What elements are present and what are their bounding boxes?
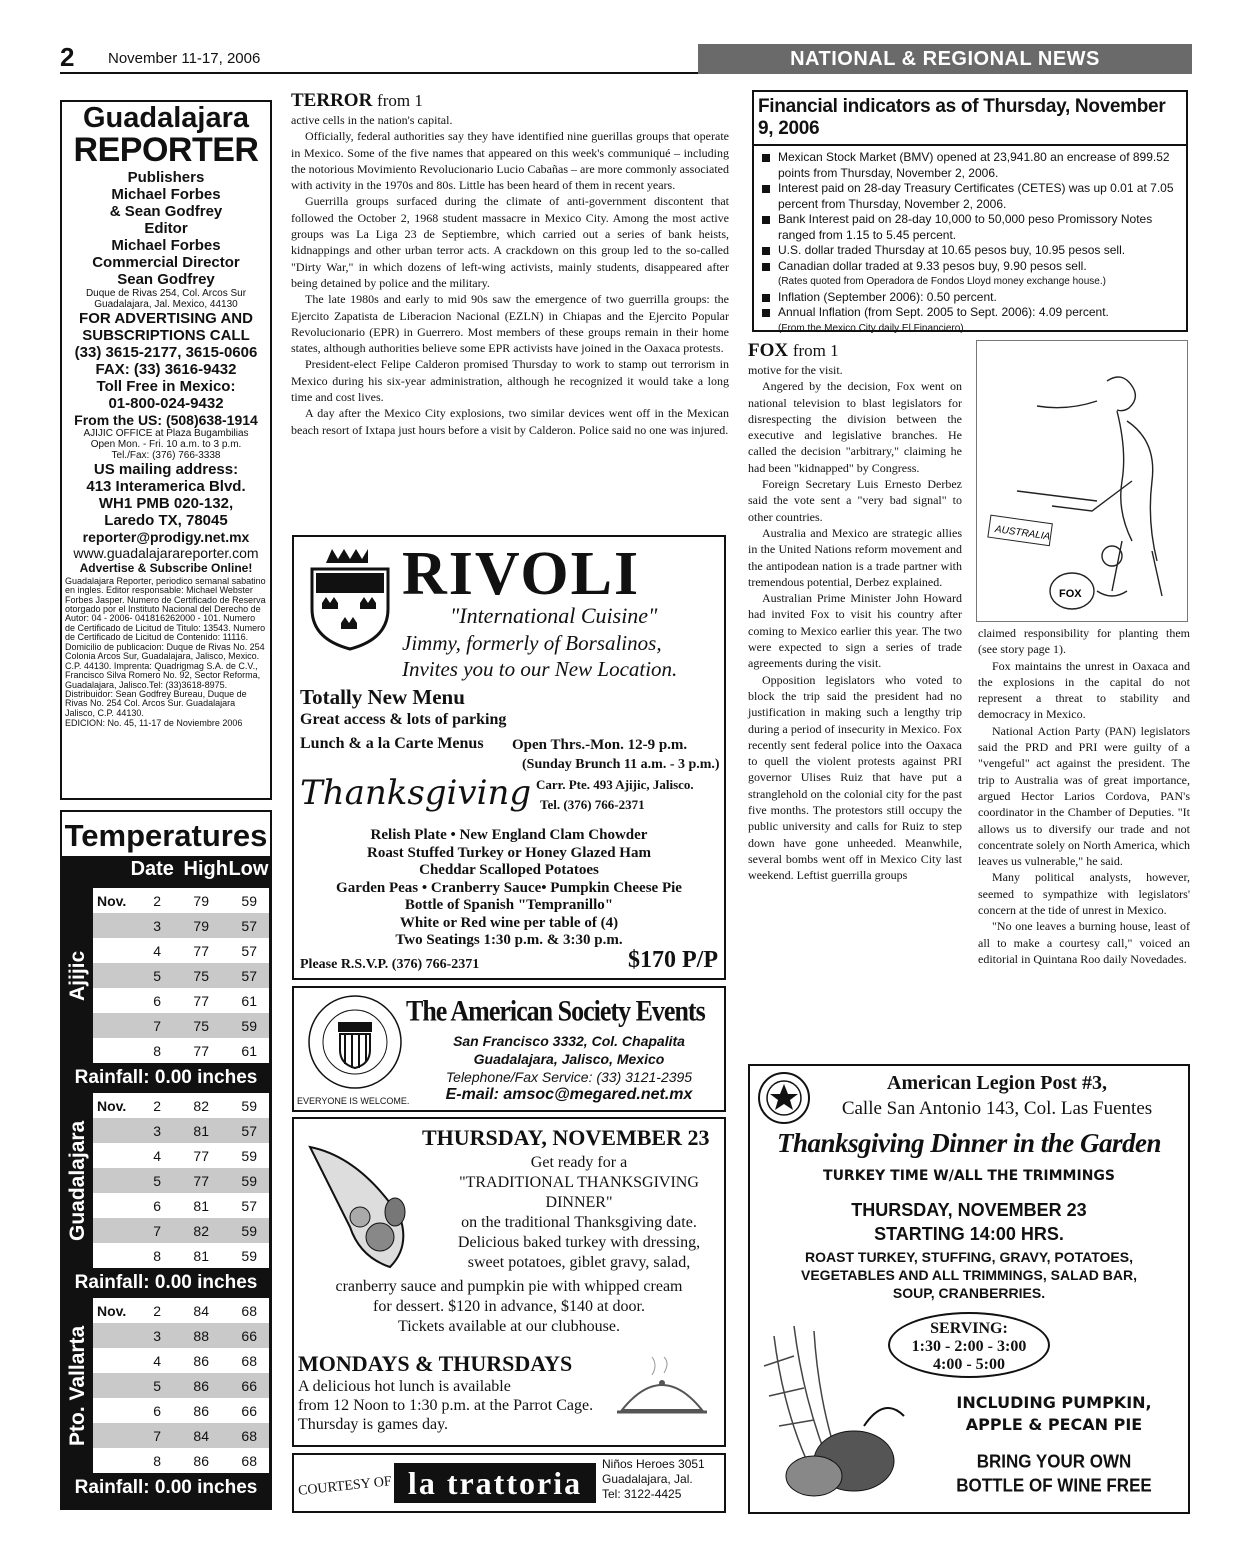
temperature-row	[93, 1448, 269, 1473]
thanksgiving-dinner-ad	[292, 1117, 726, 1447]
legion-time: STARTING 14:00 HRS.	[874, 1224, 1064, 1244]
temperature-row	[93, 1168, 269, 1193]
financial-item: Bank Interest paid on 28-day 10,000 to 50,000 peso Promissory Notes ranged from 1.15 to 5.45 percent.	[760, 212, 1180, 243]
high-cell: 86	[193, 1452, 209, 1469]
tg-line: sweet potatoes, giblet gravy, salad,	[467, 1254, 691, 1271]
story-paragraph: motive for the visit.	[748, 363, 843, 377]
temperature-row	[93, 988, 269, 1013]
date-cell: 3	[153, 1122, 161, 1139]
society-details	[414, 1032, 724, 1104]
low-cell: 59	[241, 1147, 257, 1164]
rivoli-lunch: Lunch & a la Carte Menus	[300, 735, 484, 752]
story-paragraph: National Action Party (PAN) legislators said the PRD and PRI were guilty of a "vengeful" act against the president. The trip to Australia was of great importance, argued Hector Larios Cordova, PAN's coordinator in the Chamber of Deputies. "It allows us to diversify our trade and not concentrate solely on North America, which leaves us vulnerable," he said.	[978, 723, 1190, 869]
society-address: San Francisco 3332, Col. Chapalita	[453, 1033, 685, 1049]
tg-line: on the traditional Thanksgiving date.	[461, 1214, 697, 1231]
story-paragraph: Opposition legislators who voted to block the trip said the president had no justification in making such a lengthy trip during a period of insecurity in Mexico. Fox recently sent federal police into the Oaxaca to quell the violent protests against PRI governor Ulises Ruiz that have put a stranglehold on the colonial city for the past five months. The protestors still occupy the public university and calls for Ruiz to step down have gone unheeded. Meanwhile, several bombs went off in Mexico City last weekend. Leftist guerrilla groups	[748, 672, 962, 883]
menu-line: Garden Peas • Cranberry Sauce• Pumpkin Cheese Pie	[336, 879, 682, 896]
temperature-row	[93, 1193, 269, 1218]
high-cell: 88	[193, 1327, 209, 1344]
low-cell: 61	[241, 1042, 257, 1059]
american-legion-ad	[748, 1064, 1190, 1514]
address-line: Guadalajara, Jal. Mexico, 44130	[94, 298, 238, 310]
temperature-row	[93, 1013, 269, 1038]
rivoli-menu-list	[294, 827, 724, 950]
serving-label: SERVING:	[930, 1320, 1008, 1337]
temperature-row	[93, 1218, 269, 1243]
rivoli-brunch: (Sunday Brunch 11 a.m. - 3 p.m.)	[522, 757, 720, 772]
page-number: 2	[60, 42, 75, 72]
rivoli-line1: Jimmy, formerly of Borsalinos,	[402, 631, 662, 655]
date-cell: 8	[153, 1247, 161, 1264]
low-cell: 57	[241, 1197, 257, 1214]
mailing-line: WH1 PMB 020-132,	[98, 494, 234, 512]
low-cell: 59	[241, 1247, 257, 1264]
rivoli-access: Great access & lots of parking	[300, 711, 507, 728]
low-cell: 59	[241, 1222, 257, 1239]
mailing-label: US mailing address:	[93, 460, 239, 478]
low-cell: 66	[241, 1327, 257, 1344]
low-cell: 68	[241, 1427, 257, 1444]
cartoon-drawing	[977, 341, 1187, 621]
date-cell: 5	[153, 1172, 161, 1189]
high-cell: 75	[193, 1017, 209, 1034]
menu-line: Bottle of Spanish "Tempranillo"	[404, 897, 614, 913]
story-paragraph: Officially, federal authorities say they have identified nine guerillas groups that operate in Mexico. Some of the five names that appeared on this week's communiqué – including the notorious Movimiento Revolucionario Lucio Cabañas – are more commonly associated with activity in the 1970s and 80s. Little has been heard of them in recent years.	[291, 129, 729, 193]
date-cell: 8	[153, 1452, 161, 1469]
tollfree-number: 01-800-024-9432	[108, 394, 224, 412]
menu-line: Relish Plate • New England Clam Chowder	[370, 827, 648, 843]
city-table	[63, 1298, 269, 1473]
month-cell: Nov.	[97, 892, 127, 909]
legion-pie-line: INCLUDING PUMPKIN,	[956, 1393, 1152, 1412]
date-cell: 7	[153, 1427, 161, 1444]
month-cell: Nov.	[97, 1097, 127, 1114]
terror-story	[291, 90, 729, 438]
header-rule	[60, 72, 698, 74]
low-cell: 57	[241, 917, 257, 934]
date-cell: 4	[153, 942, 161, 959]
society-welcome: EVERYONE IS WELCOME.	[297, 1096, 410, 1106]
tg-line: A delicious hot lunch is available	[298, 1378, 511, 1395]
fox-headline: FOX from 1	[748, 340, 839, 361]
legion-byo	[920, 1450, 1188, 1498]
political-cartoon	[976, 340, 1188, 622]
temperature-row	[93, 913, 269, 938]
masthead-title-2: REPORTER	[73, 131, 259, 169]
tg-line: Get ready for a	[530, 1154, 628, 1171]
low-cell: 59	[241, 1097, 257, 1114]
city-name: Pto. Vallarta	[63, 1298, 93, 1473]
low-cell: 59	[241, 892, 257, 909]
financial-list	[754, 146, 1186, 340]
financial-item: Annual Inflation (from Sept. 2005 to Sept. 2006): 4.09 percent.	[760, 305, 1180, 321]
date-cell: 6	[153, 992, 161, 1009]
date-cell: 2	[153, 1302, 161, 1319]
temperature-row	[93, 1118, 269, 1143]
high-cell: 77	[193, 1172, 209, 1189]
high-cell: 86	[193, 1352, 209, 1369]
rainfall-label: Rainfall: 0.00 inches	[74, 1477, 258, 1498]
financial-item: Interest paid on 28-day Treasury Certificates (CETES) was up 0.01 at 7.05 percent from Thursday, November 2, 2006.	[760, 181, 1180, 212]
cartoon-flag-label: AUSTRALIA	[994, 523, 1051, 543]
rivoli-tagline: "International Cuisine"	[450, 603, 658, 628]
masthead-box	[60, 100, 272, 800]
staff-line: Publishers	[127, 168, 205, 186]
date-cell: 6	[153, 1197, 161, 1214]
trattoria-courtesy: COURTESY OF	[297, 1474, 393, 1499]
financial-item: Inflation (September 2006): 0.50 percent.	[760, 290, 1180, 306]
temperatures-title: Temperatures	[60, 810, 272, 858]
society-email[interactable]: E-mail: amsoc@megared.net.mx	[445, 1086, 693, 1103]
date-cell: 3	[153, 1327, 161, 1344]
trattoria-line: Tel: 3122-4425	[602, 1487, 682, 1501]
tg-line: Delicious baked turkey with dressing,	[457, 1234, 701, 1251]
rivoli-phone: Tel. (376) 766-2371	[540, 797, 645, 812]
legion-address: Calle San Antonio 143, Col. Las Fuentes	[841, 1098, 1153, 1119]
mailing-line: Laredo TX, 78045	[104, 511, 228, 529]
crest-icon	[302, 543, 398, 653]
serving-times: 1:30 - 2:00 - 3:00	[911, 1338, 1027, 1355]
story-paragraph: A day after the Mexico City explosions, two similar devices went off in the Mexican beach resort of Ixtapa just hours before a visit by Calderon. Police said no one was injured.	[291, 406, 729, 437]
rivoli-address: Carr. Pte. 493 Ajijic, Jalisco.	[536, 777, 694, 792]
menu-line: Cheddar Scalloped Potatoes	[419, 862, 599, 878]
col-date: Date	[130, 858, 174, 880]
story-paragraph: Angered by the decision, Fox went on national television to blast legislators for disrespecting the division between the executive and legislative branches. He called the decision "arbitrary," claiming he had been "kidnapped" by Congress.	[748, 379, 962, 475]
rivoli-price: $170 P/P	[628, 947, 718, 973]
story-paragraph: Guerrilla groups surfaced during the climate of anti-government discontent that followed the October 2, 1968 student massacre in Mexico City. Among the most active groups was La Liga 23 de Septiembre, which carried out a series of bank heists, kidnappings and other urban terror acts. A crackdown on this group led to the so-called "Dirty War," in which dozens of left-wing activists, mainly students, disappeared after being detained by police and the military.	[291, 194, 729, 290]
high-cell: 81	[193, 1122, 209, 1139]
col-high: High	[183, 858, 228, 880]
date-cell: 6	[153, 1402, 161, 1419]
cartoon-bag-label: FOX	[1059, 588, 1082, 600]
date-cell: 5	[153, 1377, 161, 1394]
temperature-row	[93, 888, 269, 913]
story-paragraph: claimed responsibility for planting them (see story page 1).	[978, 626, 1190, 657]
high-cell: 84	[193, 1427, 209, 1444]
financial-note: (From the Mexico City daily El Financiero)	[778, 322, 964, 334]
ajijic-office: AJIJIC OFFICE at Plaza Bugambilias	[83, 427, 249, 439]
financial-note: (Rates quoted from Operadora de Fondos Lloyd money exchange house.)	[778, 276, 1106, 287]
us-phone: From the US: (508)638-1914	[74, 411, 258, 428]
society-title: The American Society Events	[406, 994, 705, 1028]
staff-line: & Sean Godfrey	[109, 202, 223, 220]
temperature-row	[93, 963, 269, 988]
financial-item: Mexican Stock Market (BMV) opened at 23,941.80 an encrease of 899.52 points from Thursday, November 2, 2006.	[760, 150, 1180, 181]
story-paragraph: "No one leaves a burning house, least of all to make a courtesy call," voiced an editorial in Quintana Roo daily Novedades.	[978, 919, 1190, 966]
legion-menu-line: VEGETABLES AND ALL TRIMMINGS, SALAD BAR,	[801, 1267, 1137, 1283]
society-phone: Telephone/Fax Service: (33) 3121-2395	[445, 1069, 693, 1085]
trattoria-line: Guadalajara, Jal.	[602, 1472, 693, 1486]
phone-line: (33) 3615-2177, 3615-0606	[74, 343, 258, 361]
temperatures-box	[60, 810, 272, 1510]
temperature-row	[93, 1243, 269, 1268]
section-banner: NATIONAL & REGIONAL NEWS	[698, 44, 1192, 74]
issue-date: November 11-17, 2006	[108, 50, 261, 67]
trattoria-address	[602, 1457, 705, 1502]
mailing-line: 413 Interamerica Blvd.	[86, 477, 246, 495]
financial-item: Canadian dollar traded at 9.33 pesos buy, 9.90 pesos sell.	[760, 259, 1180, 275]
financial-indicators-box	[752, 90, 1188, 332]
tg-date: THURSDAY, NOVEMBER 23	[422, 1125, 710, 1150]
temperature-row	[93, 1348, 269, 1373]
legion-title: American Legion Post #3,	[887, 1072, 1107, 1094]
temperature-row	[93, 1373, 269, 1398]
legion-byo-line: BOTTLE OF WINE FREE	[956, 1475, 1152, 1496]
rivoli-thanksgiving: Thanksgiving	[300, 773, 532, 813]
high-cell: 79	[193, 917, 209, 934]
story-paragraph: President-elect Felipe Calderon promised Thursday to work to stamp out terrorism in Mexico during his six-year administration, although he recognized it would take a long time and cost lives.	[291, 357, 729, 405]
low-cell: 59	[241, 1017, 257, 1034]
story-paragraph: Many political analysts, however, seemed to sympathize with legislators' concern at the tide of unrest in Mexico.	[978, 870, 1190, 918]
low-cell: 66	[241, 1402, 257, 1419]
temperature-row	[93, 1143, 269, 1168]
high-cell: 77	[193, 1042, 209, 1059]
staff-line: Michael Forbes	[111, 185, 221, 203]
tg-line: Thursday is games day.	[298, 1416, 449, 1433]
fax-line: FAX: (33) 3616-9432	[95, 360, 237, 378]
low-cell: 61	[241, 992, 257, 1009]
fox-story-col1	[748, 340, 962, 884]
city-name: Ajijic	[63, 888, 93, 1063]
date-cell: 4	[153, 1147, 161, 1164]
tollfree-label: Toll Free in Mexico:	[96, 377, 236, 395]
high-cell: 86	[193, 1377, 209, 1394]
city-tables	[63, 888, 269, 1503]
tg-mondays-text	[298, 1377, 593, 1434]
society-city: Guadalajara, Jalisco, Mexico	[473, 1051, 665, 1067]
rainfall-label: Rainfall: 0.00 inches	[74, 1067, 258, 1088]
legion-subtitle: TURKEY TIME W/ALL THE TRIMMINGS	[823, 1168, 1115, 1184]
masthead-title-1: Guadalajara	[82, 102, 250, 134]
date-cell: 2	[153, 1097, 161, 1114]
date-cell: 4	[153, 1352, 161, 1369]
month-cell: Nov.	[97, 1302, 127, 1319]
financial-item: U.S. dollar traded Thursday at 10.65 pesos buy, 10.95 pesos sell.	[760, 243, 1180, 259]
story-paragraph: The late 1980s and early to mid 90s saw the emergence of two guerrilla groups: the Ejercito Zapatista de Liberacion Nacional (EZLN) in Chiapas and the Ejercito Popular Revolucionario (EPR) in Guerrero. Most members of these groups remain in their home states, although authorities believe some EPR activists have joined in the Oaxaca protests.	[291, 292, 729, 356]
temperatures-header	[63, 858, 269, 888]
date-cell: 5	[153, 967, 161, 984]
american-society-ad	[292, 986, 726, 1112]
story-paragraph: Australia and Mexico are strategic allies in the United Nations reform movement and the antipodean nation is a trade partner with tremendous potential, Derbez explained.	[748, 525, 962, 589]
low-cell: 68	[241, 1352, 257, 1369]
tg-line: DINNER"	[545, 1194, 613, 1211]
trattoria-line: Niños Heroes 3051	[602, 1457, 705, 1471]
cornucopia-icon	[300, 1127, 420, 1277]
low-cell: 57	[241, 942, 257, 959]
temperature-row	[93, 1093, 269, 1118]
high-cell: 82	[193, 1097, 209, 1114]
tg-intro	[434, 1153, 724, 1273]
tg-line: "TRADITIONAL THANKSGIVING	[459, 1174, 699, 1191]
high-cell: 77	[193, 992, 209, 1009]
tg-line: from 12 Noon to 1:30 p.m. at the Parrot Cage.	[298, 1397, 594, 1414]
financial-title: Financial indicators as of Thursday, November 9, 2006	[752, 92, 1188, 146]
staff-line: Commercial Director	[92, 253, 240, 271]
staff-line: Michael Forbes	[111, 236, 221, 254]
high-cell: 81	[193, 1197, 209, 1214]
low-cell: 66	[241, 1377, 257, 1394]
address-line: Duque de Rivas 254, Col. Arcos Sur	[85, 287, 247, 299]
story-paragraph: Fox maintains the unrest in Oaxaca and the explosions in the capital do not represent a threat to stability and democracy in Mexico.	[978, 658, 1190, 722]
rivoli-menu: Totally New Menu	[300, 685, 465, 709]
temperature-rows	[93, 888, 269, 1063]
low-cell: 57	[241, 1122, 257, 1139]
city-table	[63, 1093, 269, 1268]
trattoria-logo: la trattoria	[394, 1463, 596, 1503]
rivoli-ad	[292, 535, 726, 980]
staff-line: Editor	[144, 219, 188, 237]
tg-mondays-title: MONDAYS & THURSDAYS	[298, 1351, 573, 1376]
rivoli-open: Open Thrs.-Mon. 12-9 p.m.	[512, 737, 688, 753]
tg-line: for dessert. $120 in advance, $140 at door.	[373, 1298, 645, 1315]
low-cell: 68	[241, 1452, 257, 1469]
rivoli-name: RIVOLI	[402, 540, 641, 608]
temperature-rows	[93, 1298, 269, 1473]
date-cell: 7	[153, 1222, 161, 1239]
fox-story-col2	[978, 625, 1190, 967]
legion-menu-line: SOUP, CRANBERRIES.	[892, 1285, 1046, 1301]
low-cell: 59	[241, 1172, 257, 1189]
legion-byo-line: BRING YOUR OWN	[976, 1450, 1132, 1472]
date-cell: 8	[153, 1042, 161, 1059]
high-cell: 75	[193, 967, 209, 984]
date-cell: 3	[153, 917, 161, 934]
harvest-icon	[754, 1276, 924, 1506]
legion-event-title: Thanksgiving Dinner in the Garden	[776, 1128, 1162, 1158]
email-link[interactable]: reporter@prodigy.net.mx	[82, 528, 250, 545]
edition-line: EDICION: No. 45, 11-17 de Noviembre 2006	[65, 718, 243, 729]
tg-line: cranberry sauce and pumpkin pie with whipped cream	[335, 1278, 683, 1295]
legion-pie-line: APPLE & PECAN PIE	[965, 1415, 1143, 1434]
tg-line: Tickets available at our clubhouse.	[397, 1318, 621, 1335]
legion-emblem-icon	[756, 1070, 812, 1126]
high-cell: 77	[193, 942, 209, 959]
menu-line: Two Seatings 1:30 p.m. & 3:30 p.m.	[395, 932, 623, 948]
office-hours: Open Mon. - Fri. 10 a.m. to 3 p.m.	[90, 438, 242, 450]
high-cell: 81	[193, 1247, 209, 1264]
website-link[interactable]: www.guadalajarareporter.com	[73, 544, 259, 561]
high-cell: 84	[193, 1302, 209, 1319]
temperature-row	[93, 1038, 269, 1063]
online-line: Advertise & Subscribe Online!	[79, 560, 253, 575]
legal-text: Guadalajara Reporter, periodico semanal sabatino en ingles. Editor responsable: Michael Webster Forbes Jasper. Numero de Certificado de Reserva otorgado por el Instituto Nacional del Derecho de Autor: 04 - 2006- 041816262000 - 101. Numero de Certificado de Licitud de Titulo: 13543. Numero de Certificado de Licitud de Contenido: 11116. Domicilio de publicacion: Duque de Rivas No. 254 Colonia Arcos Sur, Guadalajara, Jalisco, Mexico. C.P. 44130. Imprenta: Quadrigmag S.A. de C.V., Francisco Silva Romero No. 92, Sector Reforma, Guadalajara, Jalisco.Tel: (33)3618-8975. Distribuidor: Sean Godfrey Bureau, Duque de Rivas No. 254 Col. Arcos Sur. Guadalajara Jalisco, C.P. 44130.	[65, 575, 266, 718]
city-table	[63, 888, 269, 1063]
society-seal-icon	[300, 992, 410, 1092]
trattoria-ad	[292, 1453, 726, 1513]
high-cell: 77	[193, 1147, 209, 1164]
date-cell: 2	[153, 892, 161, 909]
legion-menu-line: ROAST TURKEY, STUFFING, GRAVY, POTATOES,	[805, 1249, 1133, 1265]
food-cloche-icon	[612, 1355, 712, 1425]
low-cell: 68	[241, 1302, 257, 1319]
temperature-row	[93, 1423, 269, 1448]
rainfall-label: Rainfall: 0.00 inches	[74, 1272, 258, 1293]
rivoli-rsvp: Please R.S.V.P. (376) 766-2371	[300, 957, 480, 972]
date-cell: 7	[153, 1017, 161, 1034]
col-low: Low	[228, 858, 269, 880]
temperature-row	[93, 938, 269, 963]
rivoli-line2: Invites you to our New Location.	[402, 657, 678, 681]
serving-times: 4:00 - 5:00	[933, 1356, 1005, 1373]
office-telfax: Tel./Fax: (376) 766-3338	[111, 449, 221, 461]
temperature-row	[93, 1323, 269, 1348]
advertising-heading: FOR ADVERTISING AND SUBSCRIPTIONS CALL	[79, 309, 253, 344]
high-cell: 79	[193, 892, 209, 909]
legion-date: THURSDAY, NOVEMBER 23	[851, 1200, 1087, 1220]
city-name: Guadalajara	[63, 1093, 93, 1268]
story-paragraph: active cells in the nation's capital.	[291, 113, 453, 127]
high-cell: 86	[193, 1402, 209, 1419]
story-paragraph: Foreign Secretary Luis Ernesto Derbez said the vote sent a "very bad signal" to other countries.	[748, 477, 962, 524]
menu-line: White or Red wine per table of (4)	[399, 914, 619, 931]
terror-headline: TERROR from 1	[291, 90, 423, 111]
legion-pies	[920, 1392, 1188, 1436]
staff-line: Sean Godfrey	[117, 270, 215, 288]
tg-details	[294, 1277, 724, 1337]
temperature-row	[93, 1298, 269, 1323]
low-cell: 57	[241, 967, 257, 984]
temperature-rows	[93, 1093, 269, 1268]
high-cell: 82	[193, 1222, 209, 1239]
temperature-row	[93, 1398, 269, 1423]
story-paragraph: Australian Prime Minister John Howard had invited Fox to visit his country after coming to Mexico earlier this year. The two were expected to sign a series of trade agreements during the visit.	[748, 591, 962, 671]
menu-line: Roast Stuffed Turkey or Honey Glazed Ham	[367, 844, 651, 861]
